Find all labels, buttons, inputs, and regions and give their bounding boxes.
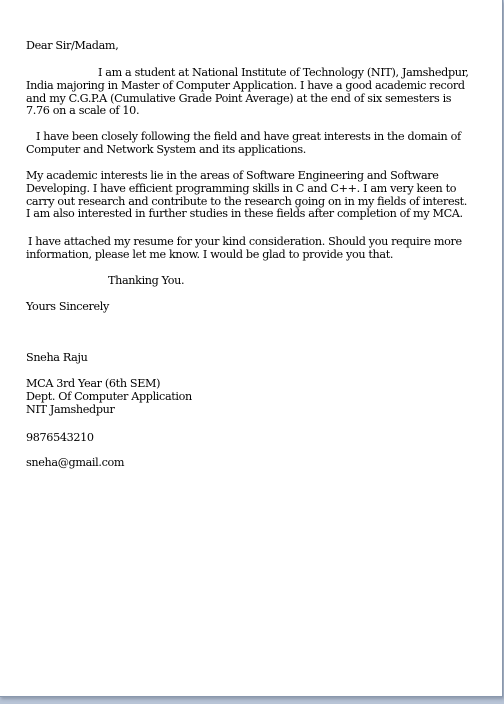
sender-department: Dept. Of Computer Application — [26, 390, 192, 403]
thanking-line: Thanking You. — [108, 274, 185, 287]
paragraph-resume: I have attached my resume for your kind consideration. Should you require more information, please let me know. I would be glad to provide you that. — [26, 235, 462, 261]
sender-course: MCA 3rd Year (6th SEM) — [26, 377, 161, 390]
paragraph-introduction: I am a student at National Institute of Technology (NIT), Jamshedpur, India majoring in Master of Computer Application. I have a good academic record and my C.G.P.A (Cumulative Grade Point Average) at the end of six semesters is 7.76 on a scale of 10. — [26, 66, 469, 118]
sender-email: sneha@gmail.com — [26, 456, 125, 469]
sender-name: Sneha Raju — [26, 351, 88, 364]
sender-phone: 9876543210 — [26, 431, 94, 444]
closing-line: Yours Sincerely — [26, 300, 109, 313]
sender-institute: NIT Jamshedpur — [26, 403, 115, 416]
paragraph-academic-interests: My academic interests lie in the areas of Software Engineering and Software Developing. I have efficient programming skills in C and C++. I am very keen to carry out research and contribute to the research going on in my fields of interest. I am also interested in further studies in these fields after completion of my MCA. — [26, 169, 467, 221]
salutation: Dear Sir/Madam, — [26, 39, 119, 52]
paragraph-interests: I have been closely following the field and have great interests in the domain of Computer and Network System and its applications. — [26, 130, 461, 156]
